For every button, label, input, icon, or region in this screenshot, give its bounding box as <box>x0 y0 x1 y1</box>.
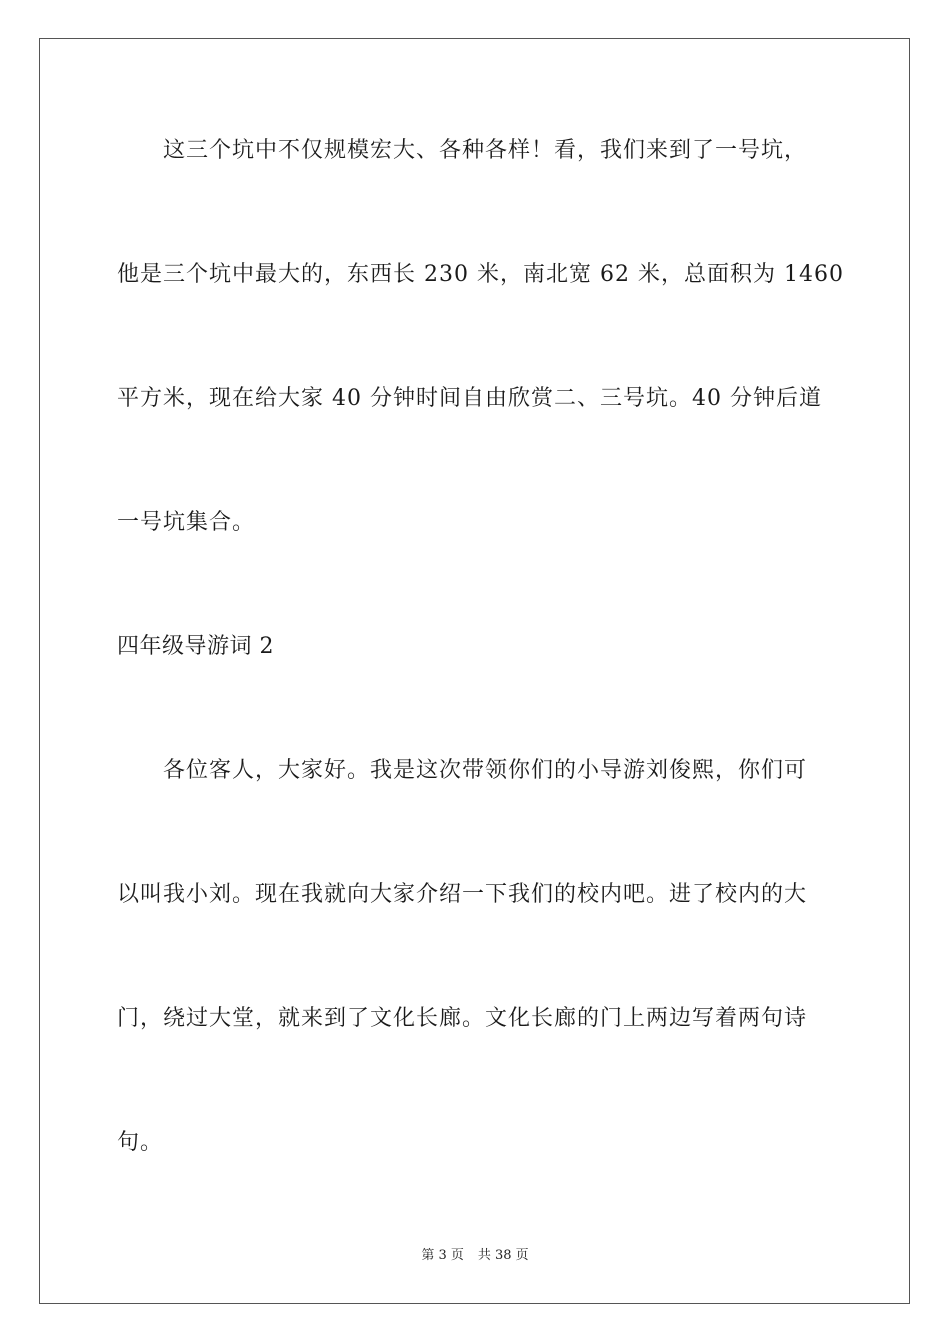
paragraph-line: 他是三个坑中最大的，东西长 230 米，南北宽 62 米，总面积为 1460 <box>117 262 844 287</box>
page-footer <box>0 1248 950 1264</box>
paragraph-line: 以叫我小刘。现在我就向大家介绍一下我们的校内吧。进了校内的大 <box>117 882 808 907</box>
page-number: 第 3 页 <box>421 1248 464 1263</box>
page-total: 共 38 页 <box>477 1248 529 1263</box>
paragraph-line: 一号坑集合。 <box>117 510 256 535</box>
page-border <box>39 38 910 1304</box>
paragraph-line: 各位客人，大家好。我是这次带领你们的小导游刘俊熙，你们可 <box>163 758 808 783</box>
paragraph-line: 平方米，现在给大家 40 分钟时间自由欣赏二、三号坑。40 分钟后道 <box>117 386 822 411</box>
paragraph-line: 句。 <box>117 1130 164 1155</box>
paragraph-line: 门，绕过大堂，就来到了文化长廊。文化长廊的门上两边写着两句诗 <box>117 1006 808 1031</box>
paragraph-line: 这三个坑中不仅规模宏大、各种各样！看，我们来到了一号坑， <box>163 138 808 163</box>
section-heading: 四年级导游词 2 <box>117 634 274 659</box>
